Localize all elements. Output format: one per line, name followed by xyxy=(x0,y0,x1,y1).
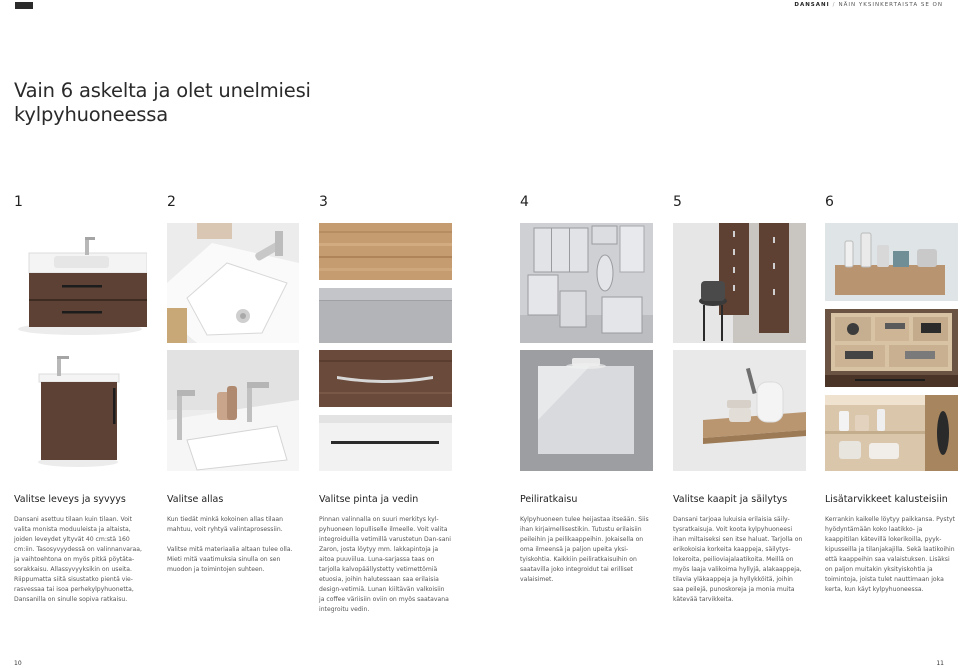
brand-separator: / xyxy=(832,2,836,8)
step-number-3: 3 xyxy=(319,194,328,210)
step-number-4: 4 xyxy=(520,194,529,210)
header-bar xyxy=(15,2,33,9)
page-title-line-2: kylpyhuoneessa xyxy=(14,103,168,126)
drawer-organizer-photo xyxy=(825,309,958,387)
basin-angled-photo xyxy=(167,350,299,471)
grey-lacquer-swatch xyxy=(319,288,452,343)
step-6-title: Lisätarvikkeet kalusteisiin xyxy=(825,494,948,505)
wood-oak-swatch xyxy=(319,223,452,280)
step-3-paragraph: Pinnan valinnalla on suuri merkitys kyl-pyhuoneen lopulliselle ilmeelle. Voit valita integroiduilla vetimillä varustetun Dan-sani Zaron, josta löytyy mm. lakkapintoja ja aitoa puuviilua. Luna-sarjassa taas on tarjolla kalvopäällystetty vetimettömiä etuosia, joihin halutessaan saa erilaisia design-vetimiä. Lunan kiiltävän valkoisiin ja coffee väriisiin oviin on myös saatavana integroitu vedin. xyxy=(319,516,451,613)
step-number-1: 1 xyxy=(14,194,23,210)
step-3-text xyxy=(319,515,451,625)
brand-name: DANSANI xyxy=(794,2,830,8)
page-number-left: 10 xyxy=(14,660,22,667)
step-number-2: 2 xyxy=(167,194,176,210)
shelf-accessories-photo xyxy=(825,223,958,301)
page-title-line-1: Vain 6 askelta ja olet unelmiesi xyxy=(14,79,311,102)
step-2-paragraph-1: Kun tiedät minkä kokoinen allas tilaan mahtuu, voit ryhtyä valintaprosessiin. xyxy=(167,516,283,533)
tall-cabinets-photo xyxy=(673,223,806,343)
wall-shelf-photo xyxy=(673,350,806,471)
cabinet-lighting-photo xyxy=(825,395,958,471)
step-5-paragraph: Dansani tarjoaa lukuisia erilaisia säily-tysratkaisuja. Voit koota kylpyhuoneesi ihan miltaiseksi sen itse haluat. Tarjolla on erikokoisia korkeita kaappeja, säilytys-lokeroita, peilioviajalaatikoita. Meillä on myös laaja valikoima hyllyjä, alakaappeja, tilavia yläkaappeja ja hyllykköitä, joihin saa peilejä, punoskoreja ja monia muita kätevää tarvikkeita. xyxy=(673,516,803,603)
step-5-text xyxy=(673,515,805,615)
basin-topview-photo xyxy=(167,223,299,343)
brand-line xyxy=(794,2,943,8)
step-number-5: 5 xyxy=(673,194,682,210)
step-4-paragraph: Kylpyhuoneen tulee heijastaa itseään. Siis ihan kirjaimellisestikin. Tutustu erilaisiin peileihin ja peilikaappeihin. Jokaisella on oma ilmeensä ja paljon upeita yksi-tyiskohtia. Kaikkiin peiliratkaisuihin on saatavilla joko integroidut tai erilliset valaisimet. xyxy=(520,516,649,583)
step-2-title: Valitse allas xyxy=(167,494,224,505)
step-5-title: Valitse kaapit ja säilytys xyxy=(673,494,788,505)
step-6-paragraph: Kerrankin kaikelle löytyy paikkansa. Pystyt hyödyntämään koko laatikko- ja kaappitilan kätevillä lokerikoilla, pyyk-kipusseilla ja tilanjakajilla. Sekä laatikoihin että kaappeihin saa valaistuksen. Lisäksi on paljon muitakin yksityiskohtia ja toimintoja, joista tulet nauttimaan joka kerta, kun käyt kylpyhuoneessa. xyxy=(825,516,955,593)
narrow-vanity-photo xyxy=(14,350,147,471)
brand-tagline: NÄIN YKSINKERTAISTA SE ON xyxy=(838,2,943,8)
mirror-collection-photo xyxy=(520,223,653,343)
step-1-text xyxy=(14,515,146,615)
step-4-title: Peiliratkaisu xyxy=(520,494,578,505)
step-6-text xyxy=(825,515,957,605)
step-3-title: Valitse pinta ja vedin xyxy=(319,494,419,505)
page-number-right: 11 xyxy=(936,660,944,667)
step-1-title: Valitse leveys ja syvyys xyxy=(14,494,126,505)
wide-vanity-photo xyxy=(14,223,147,341)
page-title xyxy=(14,79,311,127)
step-4-text xyxy=(520,515,652,595)
step-1-paragraph: Dansani asettuu tilaan kuin tilaan. Voit valita monista moduuleista ja altaista, joiden leveydet yltyvät 40 cm:stä 160 cm:iin. Tasosyvyydessä on valinnanvaraa, ja vaihtoehtona on myös pitkä pöytäta-sorakkaisu. Allassyvyyksikin on useita. Riippumatta siitä sisustatko pientä vie-rasvessaa tai isoa perhekylpyhuonetta, Dansanilla on sinulle sopiva ratkaisu. xyxy=(14,516,142,603)
white-handle-swatch xyxy=(319,415,452,471)
step-number-6: 6 xyxy=(825,194,834,210)
step-2-paragraph-2: Valitse mitä materiaalia altaan tulee olla. Mieti mitä vaatimuksia sinulla on sen muodon ja toimintojen suhteen. xyxy=(167,546,293,573)
walnut-handle-swatch xyxy=(319,350,452,407)
mirror-lamp-photo xyxy=(520,350,653,471)
step-2-text xyxy=(167,515,299,585)
